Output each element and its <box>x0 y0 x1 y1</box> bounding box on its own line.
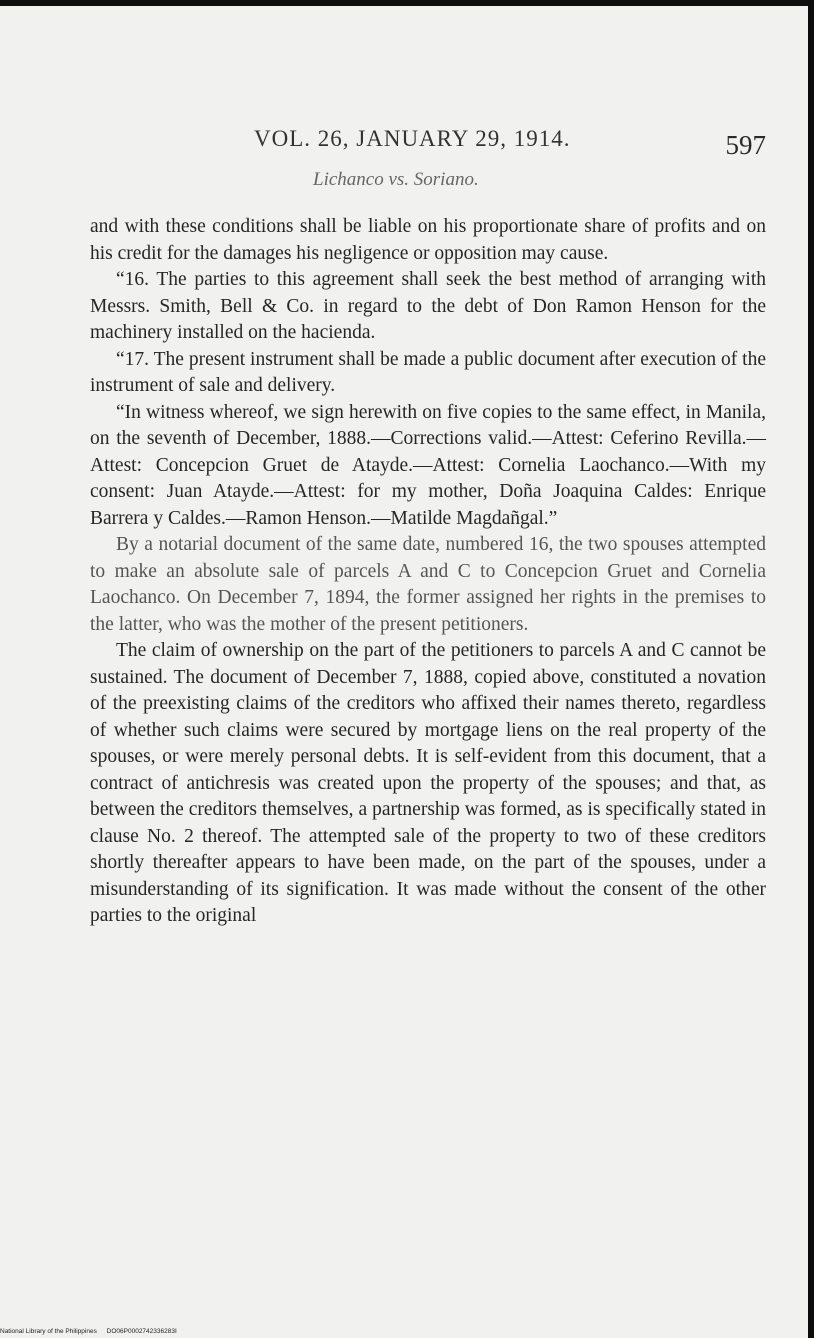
paragraph-claim-of-ownership: The claim of ownership on the part of the petitioners to parcels A and C cannot be sustained. The document of December 7, 1888, copied above, constituted a novation of the preexisting claims of the creditors who affixed their names thereto, regardless of whether such claims were secured by mortgage liens on the real property of the spouses, or were merely personal debts. It is self-evident from this document, that a contract of antichresis was created upon the property of the spouses; and that, as between the creditors themselves, a partnership was formed, as is specifically stated in clause No. 2 thereof. The attempted sale of the property to two of these creditors shortly thereafter appears to have been made, on the part of the spouses, under a misunderstanding of its signification. It was made without the consent of the other parties to the original <box>90 640 766 926</box>
page-number: 597 <box>725 130 766 160</box>
paragraph-witness: “In witness whereof, we sign herewith on five copies to the same effect, in Manila, on the seventh of December, 1888.—Corrections valid.—Attest: Ceferino Revilla.—Attest: Concepcion Gruet de Atayde.—Attest: Cornelia Laochanco.—With my consent: Juan Atayde.—Attest: for my mother, Doña Joaquina Caldes: Enrique Barrera y Caldes.—Ramon Henson.—Matilde Magdañgal.” <box>90 401 766 529</box>
running-title: VOL. 26, JANUARY 29, 1914. <box>254 126 571 151</box>
body-text <box>90 214 766 930</box>
page-header <box>88 126 766 166</box>
paragraph-continuation: and with these conditions shall be liable on his proportionate share of profits and on his credit for the damages his negligence or opposition may cause. <box>90 216 766 264</box>
library-credit: National Library of the Philippines <box>0 1328 97 1335</box>
paragraph-clause-17: “17. The present instrument shall be made a public document after execution of the instrument of sale and delivery. <box>90 348 766 396</box>
scan-footer <box>0 1328 185 1335</box>
paragraph-notarial-document: By a notarial document of the same date, numbered 16, the two spouses attempted to make an absolute sale of parcels A and C to Concepcion Gruet and Cornelia Laochanco. On December 7, 1894, the former assigned her rights in the premises to the latter, who was the mother of the present petitioners. <box>90 534 766 635</box>
scan-border-top <box>0 0 814 6</box>
scan-id: DO06P0002742336283I <box>106 1328 177 1335</box>
scan-border-right <box>808 0 814 1338</box>
case-title: Lichanco vs. Soriano. <box>313 169 479 190</box>
paragraph-clause-16: “16. The parties to this agreement shall seek the best method of arranging with Messrs. Smith, Bell & Co. in regard to the debt of Don Ramon Henson for the machinery installed on the hacienda. <box>90 269 766 343</box>
